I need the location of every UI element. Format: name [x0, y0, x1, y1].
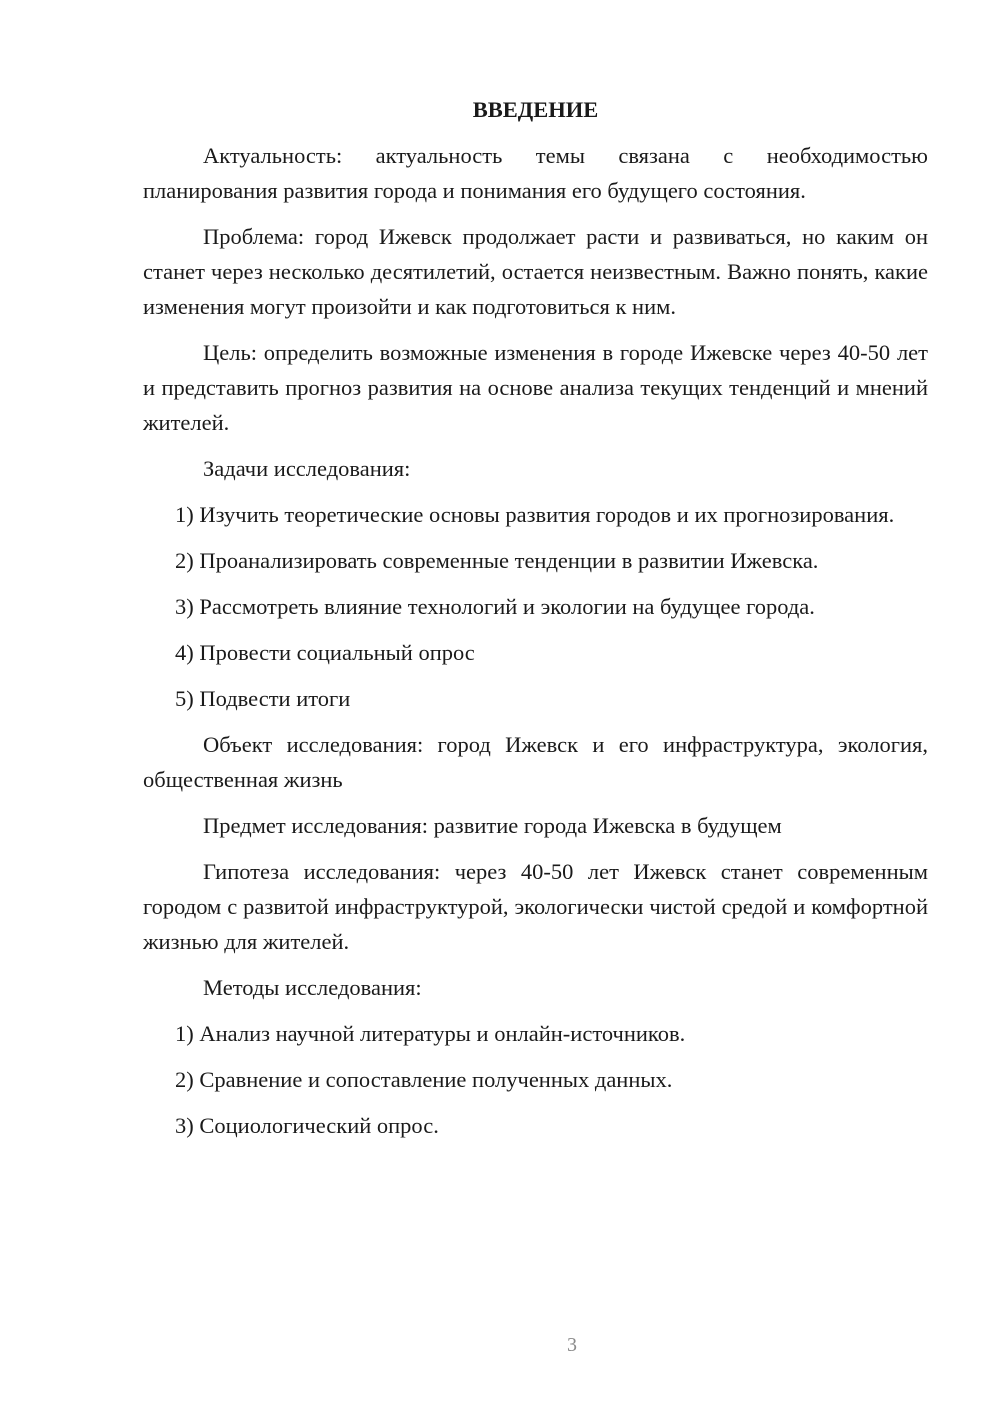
page-number: 3	[567, 1334, 577, 1356]
problem-paragraph: Проблема: город Ижевск продолжает расти и развиваться, но каким он станет через несколько десятилетий, остается неизвестным. Важно понять, какие изменения могут произойти и как подготовиться к ним.	[143, 224, 928, 319]
section-heading: ВВЕДЕНИЕ	[472, 97, 599, 122]
page-footer	[72, 1334, 1000, 1357]
relevance-paragraph: Актуальность: актуальность темы связана с необходимостью планирования развития города и понимания его будущего состояния.	[143, 143, 928, 203]
task-item: 4) Провести социальный опрос	[175, 640, 475, 665]
method-item: 3) Социологический опрос.	[175, 1113, 439, 1138]
hypothesis-paragraph: Гипотеза исследования: через 40-50 лет Ижевск станет современным городом с развитой инфраструктурой, экологически чистой средой и комфортной жизнью для жителей.	[143, 859, 928, 954]
methods-heading: Методы исследования:	[203, 975, 422, 1000]
object-paragraph: Объект исследования: город Ижевск и его инфраструктура, экология, общественная жизнь	[143, 732, 928, 792]
task-item: 1) Изучить теоретические основы развития городов и их прогнозирования.	[175, 502, 895, 527]
method-item: 2) Сравнение и сопоставление полученных данных.	[175, 1067, 673, 1092]
task-item: 5) Подвести итоги	[175, 686, 351, 711]
goal-paragraph: Цель: определить возможные изменения в городе Ижевске через 40-50 лет и представить прогноз развития на основе анализа текущих тенденций и мнений жителей.	[143, 340, 928, 435]
subject-paragraph: Предмет исследования: развитие города Ижевска в будущем	[203, 813, 782, 838]
tasks-heading: Задачи исследования:	[203, 456, 411, 481]
task-item: 2) Проанализировать современные тенденции в развитии Ижевска.	[175, 548, 819, 573]
task-item: 3) Рассмотреть влияние технологий и экологии на будущее города.	[175, 594, 815, 619]
method-item: 1) Анализ научной литературы и онлайн-источников.	[175, 1021, 686, 1046]
page-content	[143, 92, 928, 1154]
